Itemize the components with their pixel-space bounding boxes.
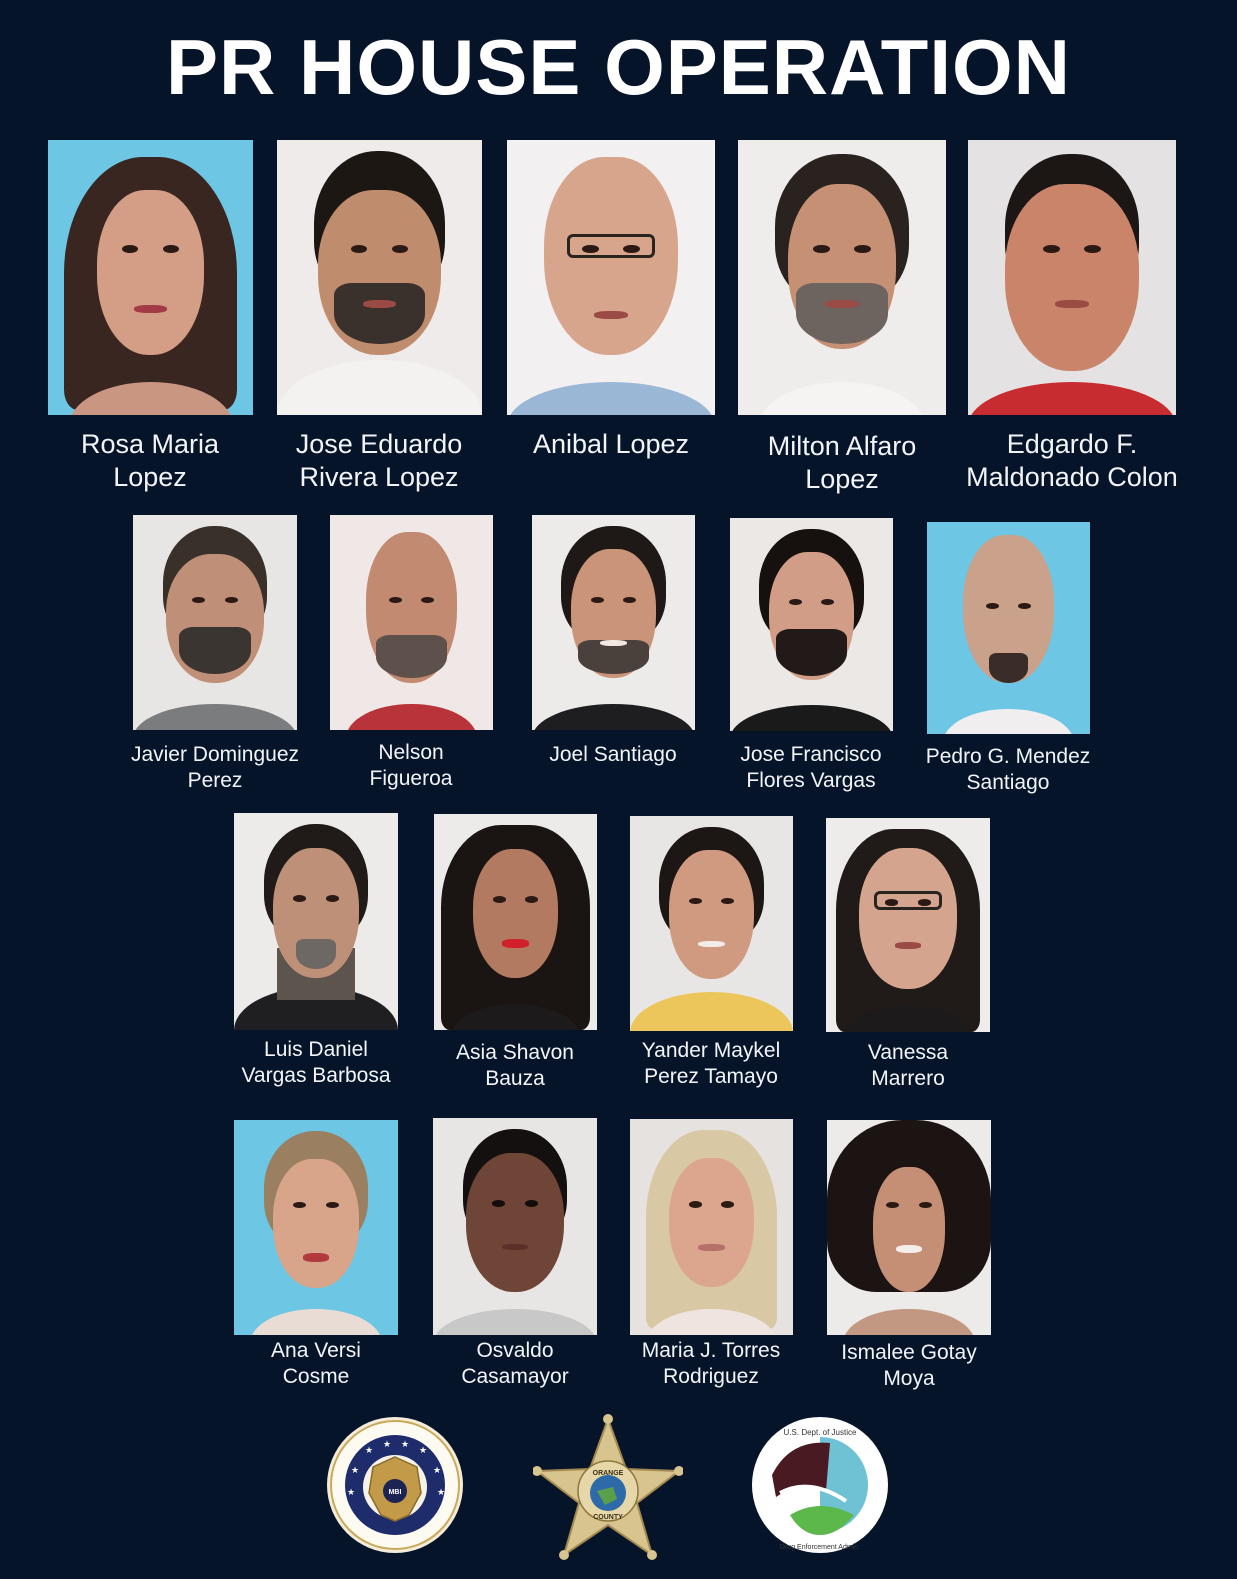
mugshot-photo — [826, 818, 990, 1032]
person-name: Vanessa Marrero — [867, 1041, 949, 1090]
mugshot-photo — [968, 140, 1176, 415]
sheriff-star-icon — [533, 1413, 683, 1563]
person-name: Milton Alfaro Lopez — [767, 431, 917, 494]
mugshot-photo — [630, 1119, 793, 1335]
person-name: Luis Daniel Vargas Barbosa — [241, 1038, 391, 1087]
person-name: Nelson Figueroa — [369, 741, 453, 790]
mugshot-photo — [330, 515, 493, 730]
mbi-seal-logo — [325, 1415, 465, 1555]
person-name: Edgardo F. Maldonado Colon — [966, 429, 1178, 492]
mugshot-photo — [433, 1118, 597, 1335]
person-name: Joel Santiago — [549, 743, 677, 766]
mugshot-photo — [532, 515, 695, 730]
mugshot-photo — [234, 1120, 398, 1335]
person-name: Yander Maykel Perez Tamayo — [641, 1039, 781, 1088]
person-name: Ana Versi Cosme — [271, 1339, 361, 1388]
svg-text:MBI: MBI — [388, 1489, 402, 1496]
svg-text:★: ★ — [433, 1465, 442, 1475]
svg-text:★: ★ — [437, 1487, 446, 1497]
person-name: Javier Dominguez Perez — [130, 743, 300, 792]
mugshot-photo — [730, 518, 893, 731]
mugshot-photo — [927, 522, 1090, 734]
person-name: Asia Shavon Bauza — [456, 1041, 574, 1090]
person-name: Rosa Maria Lopez — [80, 429, 220, 492]
orange-county-sheriff-star-logo — [533, 1413, 683, 1563]
mugshot-photo — [277, 140, 482, 415]
svg-text:★: ★ — [419, 1445, 428, 1455]
person-name: Jose Francisco Flores Vargas — [740, 743, 882, 792]
dea-eagle-icon — [750, 1415, 890, 1555]
mugshot-photo — [827, 1120, 991, 1335]
person-name: Pedro G. Mendez Santiago — [925, 745, 1091, 794]
svg-text:★: ★ — [351, 1465, 360, 1475]
svg-text:★: ★ — [401, 1439, 410, 1449]
mbi-badge-icon — [325, 1415, 465, 1555]
mugshot-photo — [434, 814, 597, 1030]
mugshot-photo — [507, 140, 715, 415]
person-name: Osvaldo Casamayor — [461, 1339, 569, 1388]
svg-text:Drug Enforcement Admin.: Drug Enforcement Admin. — [779, 1544, 861, 1551]
dea-seal-logo — [750, 1415, 890, 1555]
svg-text:★: ★ — [383, 1439, 392, 1449]
person-name: Anibal Lopez — [532, 429, 690, 459]
svg-text:COUNTY: COUNTY — [593, 1514, 623, 1521]
mugshot-photo — [133, 515, 297, 730]
mugshot-photo — [234, 813, 398, 1030]
svg-text:★: ★ — [347, 1487, 356, 1497]
mugshot-photo — [48, 140, 253, 415]
mugshot-photo — [738, 140, 946, 415]
person-name: Maria J. Torres Rodriguez — [641, 1339, 781, 1388]
mugshot-photo — [630, 816, 793, 1031]
person-name: Ismalee Gotay Moya — [841, 1341, 977, 1390]
svg-text:ORANGE: ORANGE — [592, 1470, 624, 1477]
svg-text:U.S. Dept. of Justice: U.S. Dept. of Justice — [783, 1428, 857, 1437]
page-title: PR HOUSE OPERATION — [166, 23, 1071, 111]
person-name: Jose Eduardo Rivera Lopez — [295, 429, 463, 492]
svg-text:★: ★ — [365, 1445, 374, 1455]
